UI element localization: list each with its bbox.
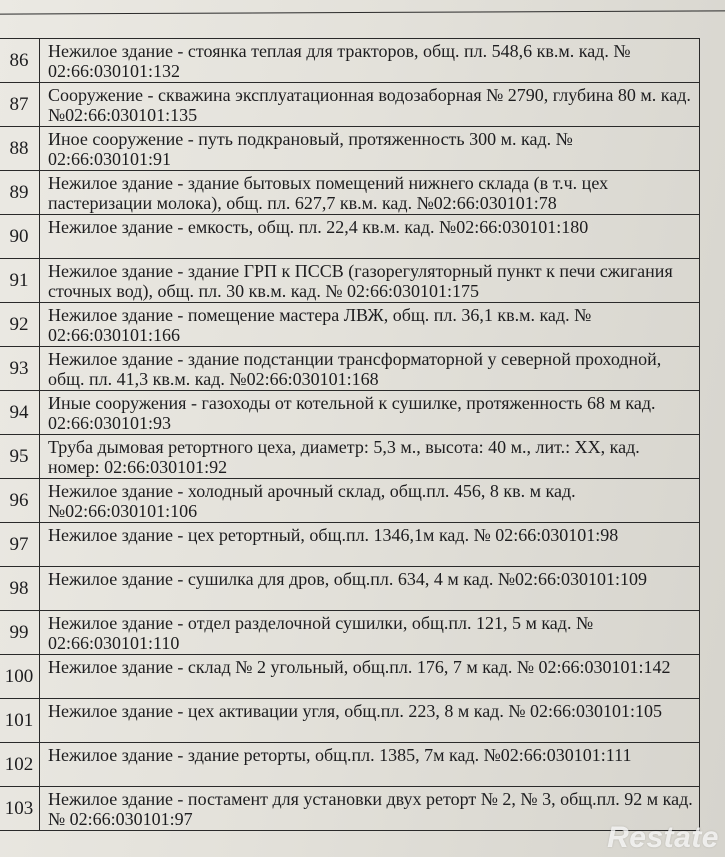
top-divider [0,10,725,14]
table-row [0,479,700,523]
table-row [0,127,700,171]
table-row [0,567,700,611]
table-row [0,435,700,479]
row-description: Нежилое здание - помещение мастера ЛВЖ, общ. пл. 36,1 кв.м. кад. № 02:66:030101:166 [48,305,592,345]
row-description: Иные сооружения - газоходы от котельной к сушилке, протяженность 68 м кад. 02:66:030101:93 [48,393,656,433]
table-row [0,655,700,699]
row-number: 91 [0,259,40,302]
table-row [0,611,700,655]
row-number: 98 [0,567,40,610]
table-row [0,171,700,215]
row-number: 86 [0,39,40,82]
row-number: 93 [0,347,40,390]
row-description: Нежилое здание - сушилка для дров, общ.пл. 634, 4 м кад. №02:66:030101:109 [48,569,648,589]
row-number: 90 [0,215,40,258]
row-description: Иное сооружение - путь подкрановый, протяженность 300 м. кад. № 02:66:030101:91 [48,129,573,169]
row-description: Нежилое здание - здание реторты, общ.пл. 1385, 7м кад. №02:66:030101:111 [48,745,632,765]
row-number: 87 [0,83,40,126]
table-row [0,523,700,567]
table-row [0,39,700,83]
row-description: Нежилое здание - отдел разделочной сушилки, общ.пл. 121, 5 м кад. № 02:66:030101:110 [48,613,594,653]
row-description: Нежилое здание - постамент для установки двух реторт № 2, № 3, общ.пл. 92 м кад. № 02:66:030101:97 [48,789,693,829]
row-number: 100 [0,655,40,698]
row-description: Нежилое здание - стоянка теплая для тракторов, общ. пл. 548,6 кв.м. кад. № 02:66:030101:132 [48,41,631,81]
row-number: 94 [0,391,40,434]
row-description: Нежилое здание - здание подстанции трансформаторной у северной проходной, общ. пл. 41,3 кв.м. кад. №02:66:030101:168 [48,349,662,389]
table-row [0,391,700,435]
row-description: Сооружение - скважина эксплуатационная водозаборная № 2790, глубина 80 м. кад. №02:66:030101:135 [48,85,691,125]
row-number: 89 [0,171,40,214]
row-number: 103 [0,787,40,830]
row-description: Нежилое здание - цех ретортный, общ.пл. 1346,1м кад. № 02:66:030101:98 [48,525,619,545]
row-number: 92 [0,303,40,346]
row-number: 102 [0,743,40,786]
row-number: 99 [0,611,40,654]
row-number: 97 [0,523,40,566]
row-description: Нежилое здание - цех активации угля, общ.пл. 223, 8 м кад. № 02:66:030101:105 [48,701,663,721]
table-row [0,303,700,347]
watermark: Restate [607,821,719,854]
table-row [0,215,700,259]
row-description: Труба дымовая ретортного цеха, диаметр: 5,3 м., высота: 40 м., лит.: XX, кад. номер: 02:66:030101:92 [48,437,640,477]
table-row [0,699,700,743]
row-number: 101 [0,699,40,742]
row-description: Нежилое здание - здание ГРП к ПССВ (газорегуляторный пункт к печи сжигания сточных вод), общ. пл. 30 кв.м. кад. № 02:66:030101:175 [48,261,673,301]
row-number: 88 [0,127,40,170]
row-number: 96 [0,479,40,522]
property-table [0,38,700,831]
table-row [0,83,700,127]
table-row [0,259,700,303]
row-number: 95 [0,435,40,478]
table-row [0,347,700,391]
row-description: Нежилое здание - склад № 2 угольный, общ.пл. 176, 7 м кад. № 02:66:030101:142 [48,657,671,677]
row-description: Нежилое здание - холодный арочный склад, общ.пл. 456, 8 кв. м кад. №02:66:030101:106 [48,481,576,521]
row-description: Нежилое здание - здание бытовых помещений нижнего склада (в т.ч. цех пастеризации молока), общ. пл. 627,7 кв.м. кад. №02:66:030101:78 [48,173,609,213]
table-row [0,787,700,831]
row-description: Нежилое здание - емкость, общ. пл. 22,4 кв.м. кад. №02:66:030101:180 [48,217,589,237]
table-row [0,743,700,787]
